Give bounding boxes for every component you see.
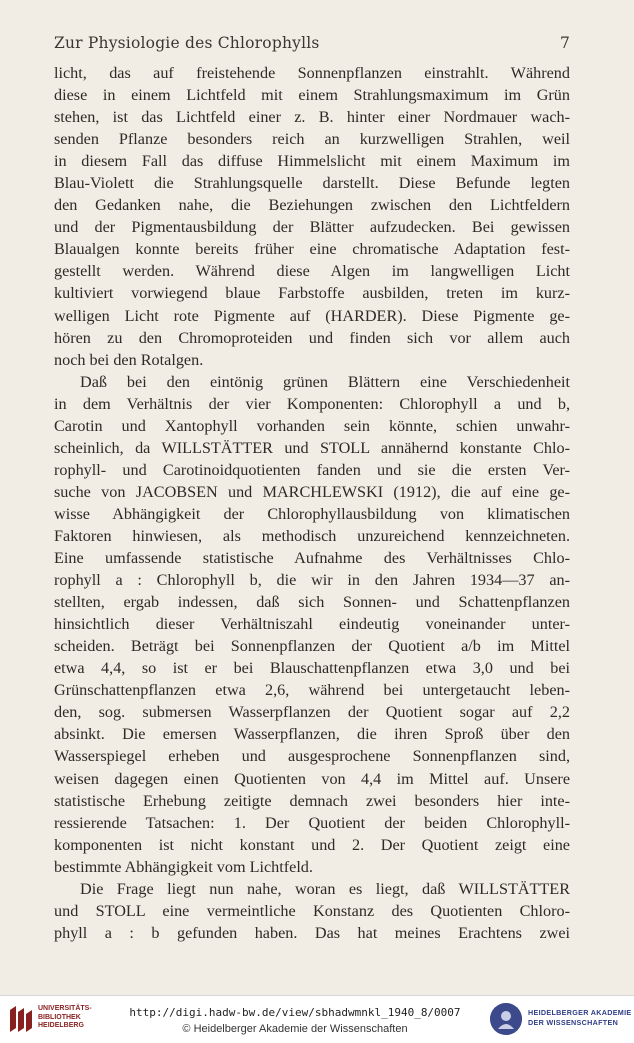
- text-line: etwa 4,4, so ist er bei Blauschattenpflanzen etwa 3,0 und bei: [54, 659, 570, 678]
- text-line: in diesem Fall das diffuse Himmelslicht mit einem Maximum im: [54, 152, 570, 171]
- text-line: Grünschattenpflanzen etwa 2,6, während bei untergetaucht leben-: [54, 681, 570, 700]
- text-line: und der Pigmentausbildung der Blätter aufzudecken. Bei gewissen: [54, 218, 570, 237]
- text-line: welligen Licht rote Pigmente auf (HARDER). Diese Pigmente ge-: [54, 306, 570, 325]
- text-line: ressierende Tatsachen: 1. Der Quotient der beiden Chlorophyll-: [54, 813, 570, 832]
- text-line: phyll a : b gefunden haben. Das hat meines Erachtens zwei: [54, 923, 570, 942]
- text-line: wisse Abhängigkeit der Chlorophyllausbildung von klimatischen: [54, 504, 570, 523]
- university-library-name: UNIVERSITÄTS- BIBLIOTHEK HEIDELBERG: [38, 1005, 92, 1029]
- text-line: in dem Verhältnis der vier Komponenten: Chlorophyll a und b,: [54, 394, 570, 413]
- text-line: licht, das auf freistehende Sonnenpflanzen einstrahlt. Während: [54, 64, 570, 82]
- running-head-title: Zur Physiologie des Chlorophylls: [54, 34, 320, 52]
- text-line: noch bei den Rotalgen.: [54, 350, 204, 369]
- text-line: Carotin und Xantophyll vorhanden sein könnte, schien unwahr-: [54, 416, 570, 435]
- text-line: den, sog. submersen Wasserpflanzen der Quotient sogar auf 2,2: [54, 703, 570, 722]
- text-line: hören zu den Chromoproteiden und finden sich vor allem auch: [54, 328, 570, 347]
- text-line: komponenten ist nicht konstant und 2. Der Quotient zeigt eine: [54, 835, 570, 854]
- text-line: und STOLL eine vermeintliche Konstanz des Quotienten Chloro-: [54, 901, 570, 920]
- viewer-footer: [0, 995, 634, 1043]
- text-line: scheinlich, da WILLSTÄTTER und STOLL annähernd konstante Chlo-: [54, 438, 570, 457]
- text-line: rophyll- und Carotinoidquotienten fanden und sie die ersten Ver-: [54, 460, 570, 479]
- text-line: kultiviert vorwiegend blaue Farbstoffe ausbilden, treten im kurz-: [54, 284, 570, 303]
- copyright-notice: © Heidelberger Akademie der Wissenschaften: [182, 1023, 408, 1035]
- body-text: [54, 62, 570, 944]
- text-line: Faktoren hinwiesen, als methodisch unzureichend kennzeichneten.: [54, 526, 570, 545]
- text-line: gestellt werden. Während diese Algen im langwelligen Licht: [54, 262, 570, 281]
- text-line: Die Frage liegt nun nahe, woran es liegt, daß WILLSTÄTTER: [80, 879, 570, 898]
- academy-seal-icon: [490, 1003, 522, 1035]
- university-library-logo-icon: [8, 1004, 34, 1034]
- text-line: stehen, ist das Lichtfeld einer z. B. hinter einer Nordmauer wach-: [54, 108, 570, 127]
- text-line: absinkt. Die emersen Wasserpflanzen, die ihren Sproß über den: [54, 725, 570, 744]
- text-line: rophyll a : Chlorophyll b, die wir in den Jahren 1934—37 an-: [54, 571, 570, 590]
- text-line: Wasserspiegel erheben und ausgesprochene Sonnenpflanzen sind,: [54, 747, 570, 766]
- text-line: scheiden. Beträgt bei Sonnenpflanzen der Quotient a/b im Mittel: [54, 637, 570, 656]
- text-line: statistische Erhebung zeitigte demnach zwei besonders hier inte-: [54, 791, 570, 810]
- page-number: 7: [559, 34, 570, 52]
- permalink-url[interactable]: http://digi.hadw-bw.de/view/sbhadwmnkl_1940_8/0007: [129, 1006, 461, 1019]
- text-line: bestimmte Abhängigkeit vom Lichtfeld.: [54, 857, 313, 876]
- text-line: Blau-Violett die Strahlungsquelle darstellt. Diese Befunde legten: [54, 174, 570, 193]
- text-line: suche von JACOBSEN und MARCHLEWSKI (1912), die auf eine ge-: [54, 482, 570, 501]
- text-line: den Gedanken nahe, die Beziehungen zwischen den Lichtfeldern: [54, 196, 570, 215]
- text-line: Blaualgen konnte bereits früher eine chromatische Adaptation fest-: [54, 240, 570, 259]
- academy-name: HEIDELBERGER AKADEMIE DER WISSENSCHAFTEN: [528, 1008, 632, 1027]
- text-line: Eine umfassende statistische Aufnahme des Verhältnisses Chlo-: [54, 549, 570, 568]
- text-line: diese in einem Lichtfeld mit einem Strahlungsmaximum im Grün: [54, 86, 570, 105]
- text-line: stellten, ergab indessen, daß sich Sonnen- und Schattenpflanzen: [54, 593, 570, 612]
- text-line: senden Pflanze besonders reich an kurzwelligen Strahlen, weil: [54, 130, 570, 149]
- text-line: Daß bei den eintönig grünen Blättern eine Verschiedenheit: [80, 372, 570, 391]
- text-line: hinsichtlich dieser Verhältniszahl eindeutig voneinander unter-: [54, 615, 570, 634]
- text-line: weisen dagegen einen Quotienten von 4,4 im Mittel auf. Unsere: [54, 769, 570, 788]
